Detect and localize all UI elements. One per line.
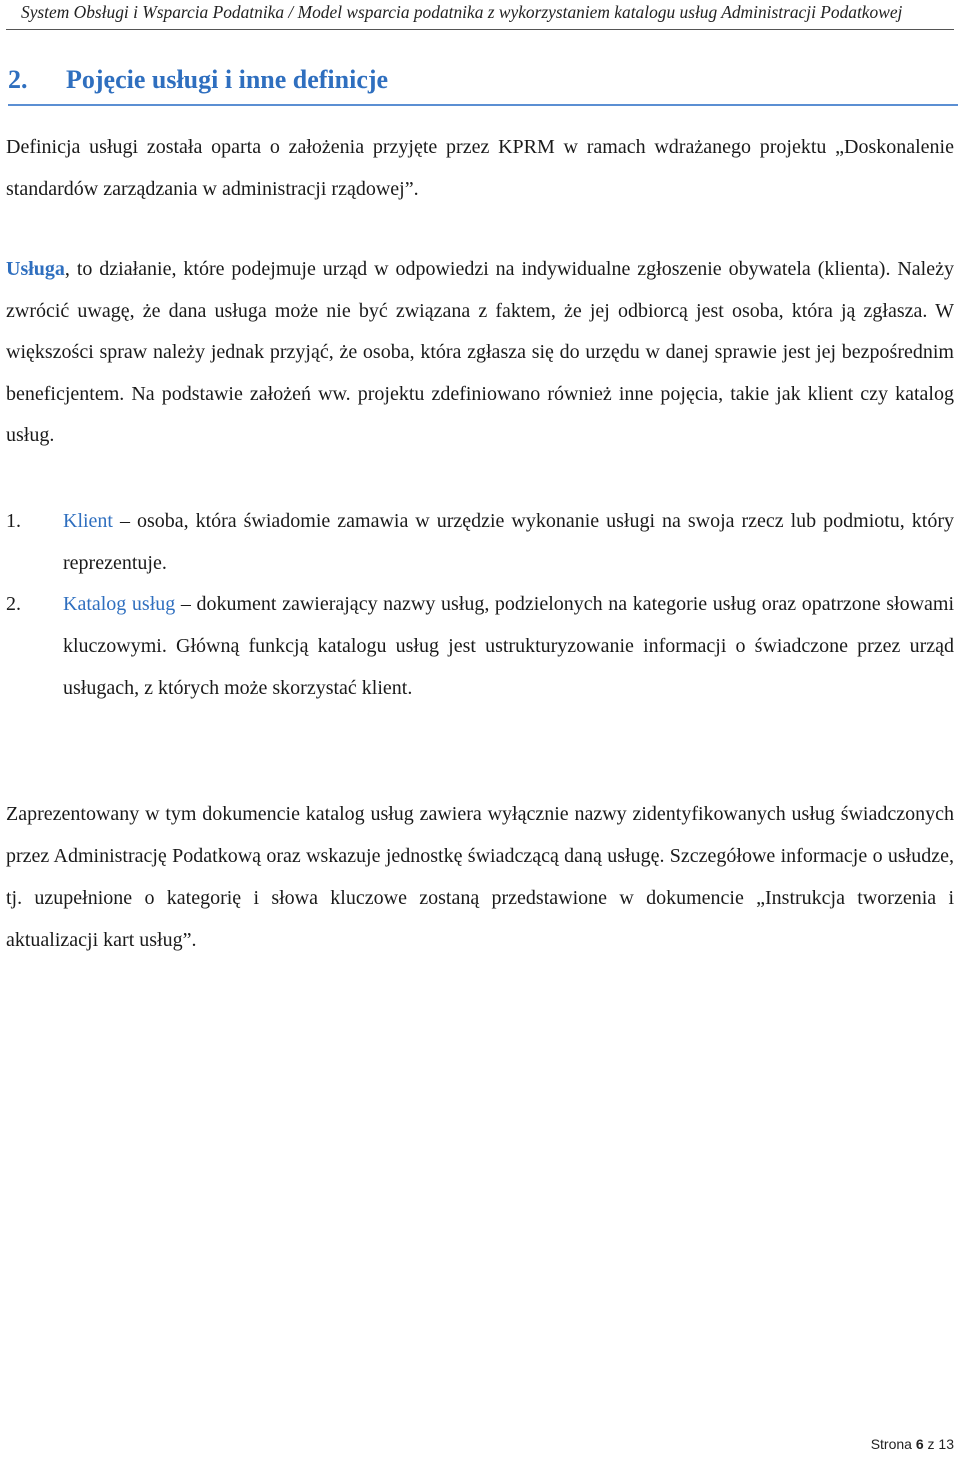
section-heading [8, 62, 958, 106]
page-footer [871, 1436, 954, 1452]
footer-page-prefix: Strona [870, 1436, 912, 1452]
definitions-list [6, 500, 954, 709]
running-header [0, 0, 960, 36]
list-item-number: 2. [6, 593, 21, 615]
footer-page-separator: z [927, 1436, 935, 1452]
section-number: 2. [8, 65, 28, 94]
footer-page-total: 13 [938, 1436, 954, 1452]
term-client: Klient [63, 510, 113, 532]
list-item-number: 1. [6, 510, 21, 532]
list-item [6, 500, 954, 584]
term-service: Usługa [6, 258, 65, 280]
term-service-catalog: Katalog usług [63, 593, 176, 615]
paragraph-definition-basis: Definicja usługi została oparta o założenia przyjęte przez KPRM w ramach wdrażanego projektu „Doskonalenie standardów zarządzania w administracji rządowej”. [6, 136, 954, 200]
paragraph-service-definition [6, 249, 954, 457]
running-header-title: System Obsługi i Wsparcia Podatnika / Model wsparcia podatnika z wykorzystaniem katalogu usług Administracji Podatkowej [21, 2, 903, 22]
footer-page-number: 6 [915, 1436, 924, 1452]
header-divider [6, 29, 954, 30]
list-item-text: – osoba, która świadomie zamawia w urzędzie wykonanie usługi na swoja rzecz lub podmiotu, który reprezentuje. [63, 510, 954, 574]
section-title: Pojęcie usługi i inne definicje [66, 65, 389, 94]
list-item-text: – dokument zawierający nazwy usług, podzielonych na kategorie usług oraz opatrzone słowami kluczowymi. Główną funkcją katalogu usług jest ustrukturyzowanie informacji o świadczone przez urząd usługach, z których może skorzystać klient. [63, 593, 954, 699]
list-item [6, 584, 954, 709]
paragraph-service-text: , to działanie, które podejmuje urząd w odpowiedzi na indywidualne zgłoszenie obywatela (klienta). Należy zwrócić uwagę, że dana usługa może nie być związana z faktem, że jej odbiorcą jest osoba, która ją zgłasza. W większości spraw należy jednak przyjąć, że osoba, która zgłasza się do urzędu w danej sprawie jest jej bezpośrednim beneficjentem. Na podstawie założeń ww. projektu zdefiniowano również inne pojęcia, takie jak klient czy katalog usług. [6, 258, 954, 447]
paragraph-catalog-scope: Zaprezentowany w tym dokumencie katalog usług zawiera wyłącznie nazwy zidentyfikowanych usług świadczonych przez Administrację Podatkową oraz wskazuje jednostkę świadczącą daną usługę. Szczegółowe informacje o usłudze, tj. uzupełnione o kategorię i słowa kluczowe zostaną przedstawione w dokumencie „Instrukcja tworzenia i aktualizacji kart usług”. [6, 803, 954, 951]
